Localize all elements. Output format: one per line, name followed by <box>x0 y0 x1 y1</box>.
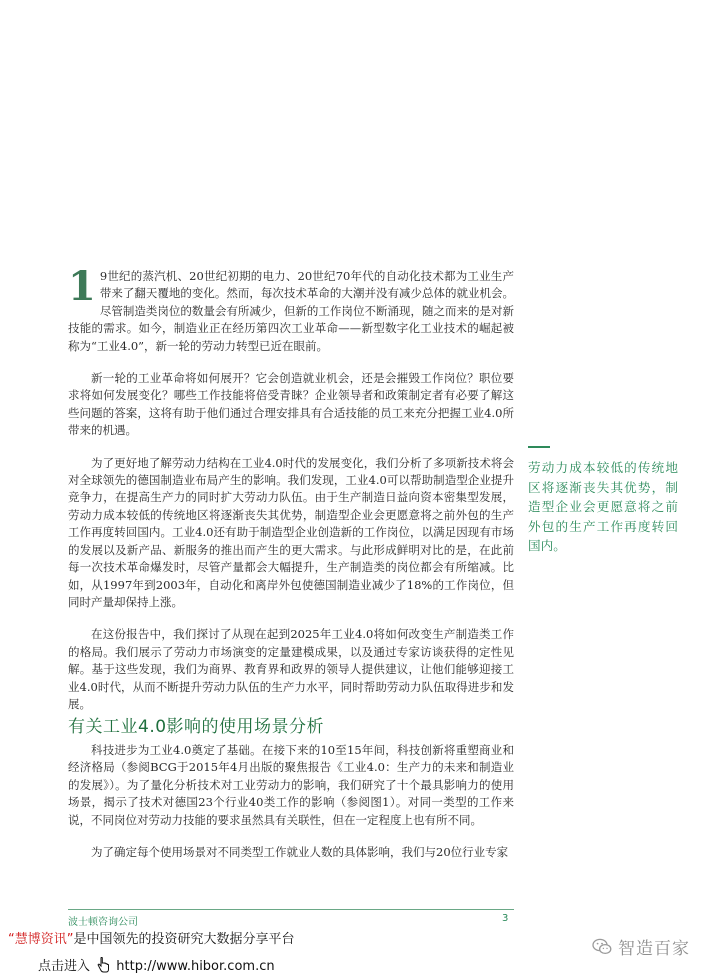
wechat-icon <box>592 938 612 956</box>
section-paragraph-1: 科技进步为工业4.0奠定了基础。在接下来的10至15年间，科技创新将重塑商业和经济格局（参阅BCG于2015年4月出版的聚焦报告《工业4.0：生产力的未来和制造业的发展》）。为了量化分析技术对工业劳动力的影响，我们研究了十个最具影响力的使用场景，揭示了技术对德国23个行业40类工作的影响（参阅图1）。对同一类型的工作来说，不同岗位对劳动力技能的要求虽然具有关联性，但在一定程度上也有所不同。 <box>68 743 514 827</box>
section-heading: 有关工业4.0影响的使用场景分析 <box>68 717 325 737</box>
pull-quote-rule <box>528 446 550 448</box>
watermark-url[interactable]: http://www.hibor.com.cn <box>116 959 275 974</box>
footer-divider <box>68 909 514 910</box>
paragraph-questions: 新一轮的工业革命将如何展开？它会创造就业机会，还是会摧毁工作岗位？职位要求将如何发展变化？哪些工作技能将倍受青睐？企业领导者和政策制定者有必要了解这些问题的答案，这将有助于他们通过合理安排具有合适技能的员工来充分把握工业4.0所带来的机遇。 <box>68 371 514 438</box>
footer-publisher: 波士顿咨询公司 <box>68 917 138 928</box>
watermark-click-prefix: 点击进入 <box>38 959 91 974</box>
body-text <box>68 263 514 728</box>
watermark-tagline <box>8 928 295 947</box>
wechat-account <box>592 934 690 959</box>
page-number: 3 <box>502 913 509 924</box>
intro-paragraph <box>68 263 514 355</box>
pull-quote-text: 劳动力成本较低的传统地区将逐渐丧失其优势，制造型企业会更愿意将之前外包的生产工作再度转回国内。 <box>528 460 678 554</box>
intro-text: 9世纪的蒸汽机、20世纪初期的电力、20世纪70年代的自动化技术都为工业生产带来了翻天覆地的变化。然而，每次技术革命的大潮并没有减少总体的就业机会。尽管制造类岗位的数量会有所减少，但新的工作岗位不断涌现，随之而来的是对新技能的需求。如今，制造业正在经历第四次工业革命——新型数字化工业技术的崛起被称为“工业4.0”，新一轮的劳动力转型已近在眼前。 <box>68 269 514 353</box>
section-paragraph-2: 为了确定每个使用场景对不同类型工作就业人数的具体影响，我们与20位行业专家 <box>91 845 509 860</box>
paragraph-report-scope: 在这份报告中，我们探讨了从现在起到2025年工业4.0将如何改变生产制造类工作的格局。我们展示了劳动力市场演变的定量建模成果，以及通过专家访谈获得的定性见解。基于这些发现，我们为商界、教育界和政界的领导人提供建议，让他们能够迎接工业4.0时代，从而不断提升劳动力队伍的生产力水平，同时帮助劳动力队伍取得进步和发展。 <box>68 627 514 711</box>
watermark-tagline-text: 是中国领先的投资研究大数据分享平台 <box>73 932 295 947</box>
paragraph-analysis: 为了更好地了解劳动力结构在工业4.0时代的发展变化，我们分析了多项新技术将会对全球领先的德国制造业布局产生的影响。我们发现，工业4.0可以帮助制造型企业提升竞争力，在提高生产力的同时扩大劳动力队伍。由于生产制造日益向资本密集型发展，劳动力成本较低的传统地区将逐渐丧失其优势，制造型企业会更愿意将之前外包的生产工作再度转回国内。工业4.0还有助于制造型企业创造新的工作岗位，以满足因现有市场的发展以及新产品、新服务的推出而产生的更大需求。与此形成鲜明对比的是，在此前每一次技术革命爆发时，尽管产量都会大幅提升，生产制造类的岗位都会有所缩减。比如，从1997年到2003年，自动化和离岸外包使德国制造业减少了18%的工作岗位，但同时产量却保持上涨。 <box>68 455 514 609</box>
pull-quote <box>528 446 678 556</box>
watermark-brand: “慧博资讯” <box>8 932 74 947</box>
wechat-account-name: 智造百家 <box>618 939 690 959</box>
section-body <box>68 742 514 876</box>
dropcap: 1 <box>68 263 96 310</box>
hand-pointer-icon <box>96 957 110 973</box>
watermark-link[interactable] <box>38 955 275 974</box>
